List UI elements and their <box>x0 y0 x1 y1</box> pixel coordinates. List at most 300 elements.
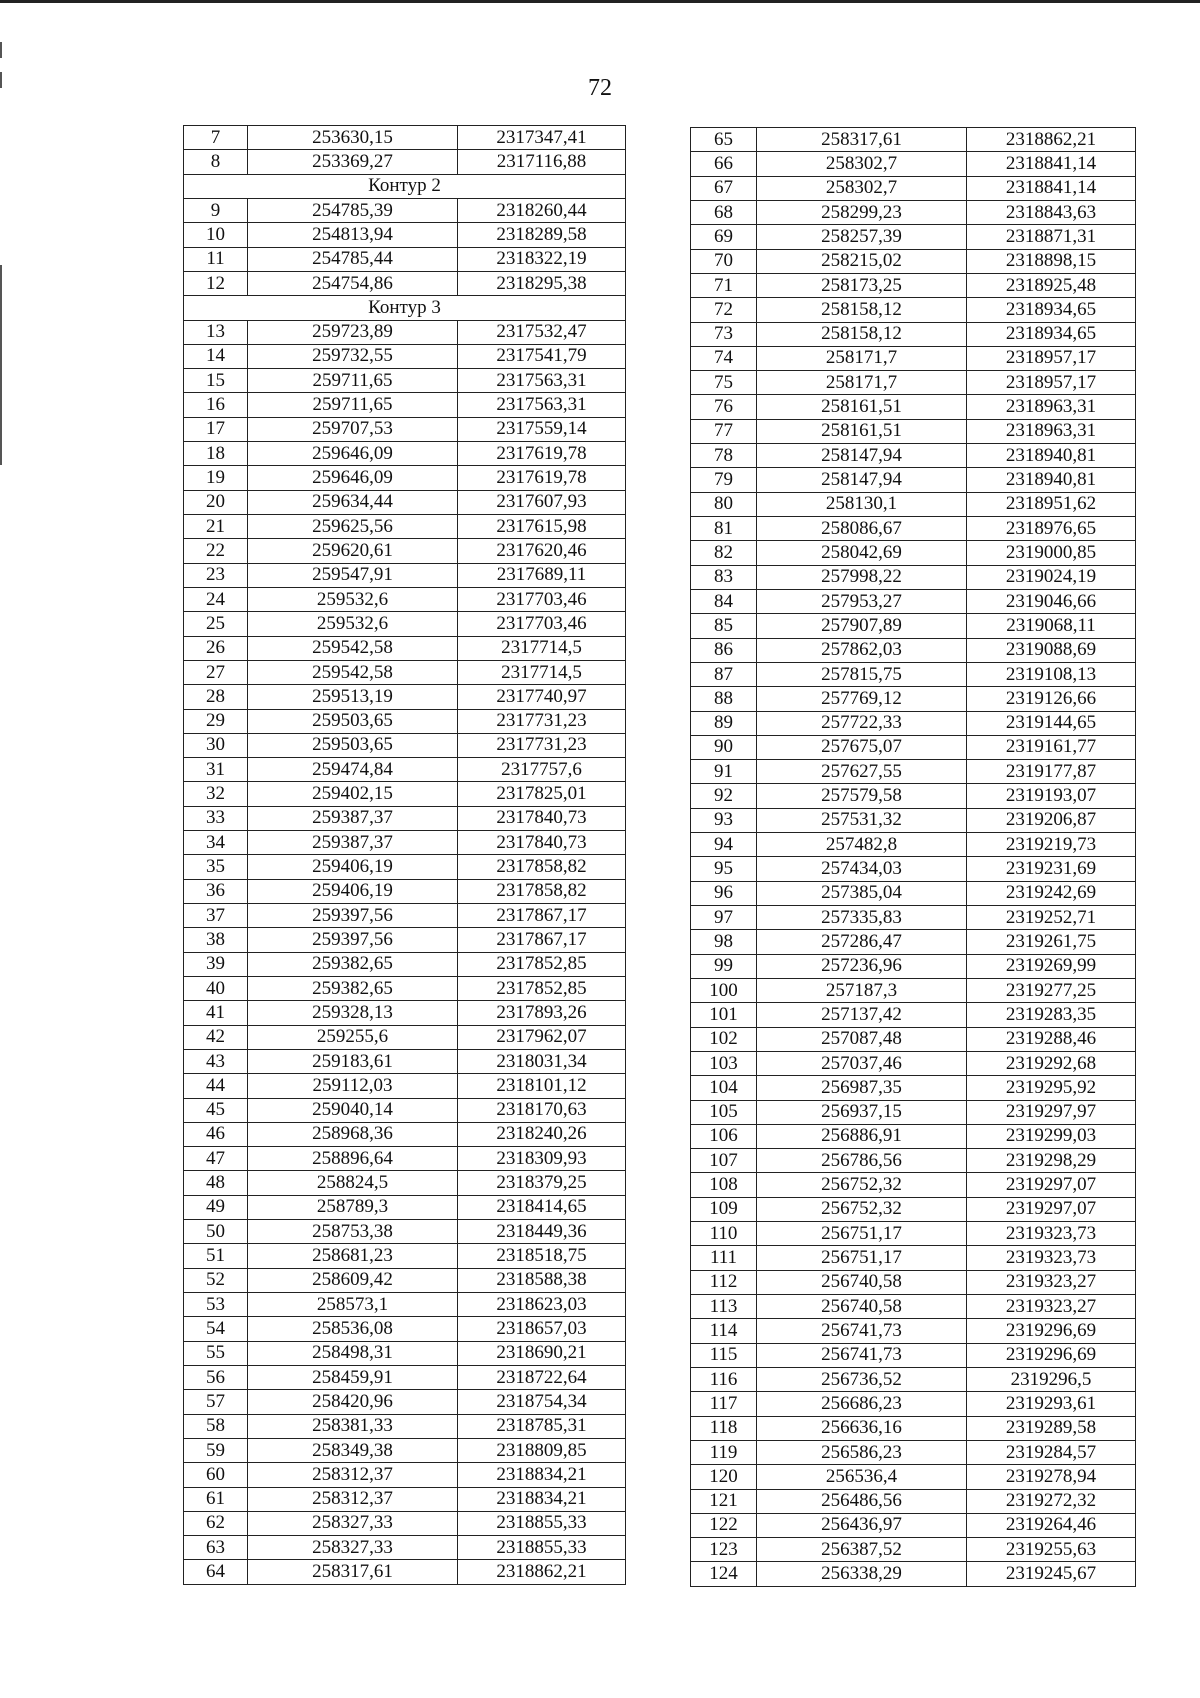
y-coordinate-cell: 2319323,73 <box>967 1222 1136 1246</box>
point-number-cell: 41 <box>184 1001 248 1025</box>
table-row <box>691 930 1136 954</box>
x-coordinate-cell: 259406,19 <box>248 879 458 903</box>
table-row <box>184 1390 626 1414</box>
table-row <box>184 1098 626 1122</box>
point-number-cell: 105 <box>691 1100 757 1124</box>
y-coordinate-cell: 2319161,77 <box>967 735 1136 759</box>
table-row <box>691 346 1136 370</box>
y-coordinate-cell: 2317559,14 <box>458 417 626 441</box>
x-coordinate-cell: 257627,55 <box>757 760 967 784</box>
y-coordinate-cell: 2317740,97 <box>458 685 626 709</box>
table-row <box>691 954 1136 978</box>
point-number-cell: 34 <box>184 831 248 855</box>
y-coordinate-cell: 2319292,68 <box>967 1051 1136 1075</box>
table-row <box>691 1173 1136 1197</box>
point-number-cell: 9 <box>184 198 248 222</box>
y-coordinate-cell: 2319323,73 <box>967 1246 1136 1270</box>
table-row <box>184 928 626 952</box>
y-coordinate-cell: 2319297,07 <box>967 1197 1136 1221</box>
x-coordinate-cell: 257769,12 <box>757 687 967 711</box>
table-row <box>184 369 626 393</box>
y-coordinate-cell: 2318322,19 <box>458 247 626 271</box>
point-number-cell: 123 <box>691 1538 757 1562</box>
table-row <box>184 247 626 271</box>
table-row <box>691 468 1136 492</box>
x-coordinate-cell: 259620,61 <box>248 539 458 563</box>
x-coordinate-cell: 258327,33 <box>248 1536 458 1560</box>
point-number-cell: 117 <box>691 1392 757 1416</box>
x-coordinate-cell: 256740,58 <box>757 1295 967 1319</box>
scan-edge-mark <box>0 42 2 58</box>
y-coordinate-cell: 2317619,78 <box>458 442 626 466</box>
y-coordinate-cell: 2317563,31 <box>458 393 626 417</box>
y-coordinate-cell: 2317703,46 <box>458 587 626 611</box>
y-coordinate-cell: 2318379,25 <box>458 1171 626 1195</box>
y-coordinate-cell: 2319264,46 <box>967 1513 1136 1537</box>
y-coordinate-cell: 2317347,41 <box>458 126 626 150</box>
point-number-cell: 35 <box>184 855 248 879</box>
table-row <box>184 904 626 928</box>
table-row <box>691 1124 1136 1148</box>
y-coordinate-cell: 2318934,65 <box>967 298 1136 322</box>
table-row <box>691 1319 1136 1343</box>
point-number-cell: 109 <box>691 1197 757 1221</box>
x-coordinate-cell: 259707,53 <box>248 417 458 441</box>
table-row <box>691 395 1136 419</box>
point-number-cell: 120 <box>691 1465 757 1489</box>
y-coordinate-cell: 2319298,29 <box>967 1149 1136 1173</box>
x-coordinate-cell: 259646,09 <box>248 466 458 490</box>
x-coordinate-cell: 254754,86 <box>248 271 458 295</box>
y-coordinate-cell: 2319088,69 <box>967 638 1136 662</box>
x-coordinate-cell: 256751,17 <box>757 1222 967 1246</box>
y-coordinate-cell: 2318722,64 <box>458 1365 626 1389</box>
point-number-cell: 57 <box>184 1390 248 1414</box>
table-row <box>184 344 626 368</box>
x-coordinate-cell: 259513,19 <box>248 685 458 709</box>
x-coordinate-cell: 259542,58 <box>248 636 458 660</box>
table-row <box>184 1220 626 1244</box>
table-row <box>184 587 626 611</box>
table-row <box>691 152 1136 176</box>
y-coordinate-cell: 2318957,17 <box>967 346 1136 370</box>
table-row <box>184 223 626 247</box>
y-coordinate-cell: 2318862,21 <box>458 1560 626 1584</box>
point-number-cell: 86 <box>691 638 757 662</box>
table-row <box>691 565 1136 589</box>
x-coordinate-cell: 253369,27 <box>248 150 458 174</box>
y-coordinate-cell: 2319277,25 <box>967 978 1136 1002</box>
table-row <box>691 906 1136 930</box>
y-coordinate-cell: 2318623,03 <box>458 1293 626 1317</box>
point-number-cell: 16 <box>184 393 248 417</box>
y-coordinate-cell: 2318871,31 <box>967 225 1136 249</box>
point-number-cell: 58 <box>184 1414 248 1438</box>
y-coordinate-cell: 2318951,62 <box>967 492 1136 516</box>
x-coordinate-cell: 256741,73 <box>757 1319 967 1343</box>
table-row <box>691 1246 1136 1270</box>
point-number-cell: 97 <box>691 906 757 930</box>
table-row <box>184 1147 626 1171</box>
point-number-cell: 124 <box>691 1562 757 1586</box>
point-number-cell: 26 <box>184 636 248 660</box>
point-number-cell: 107 <box>691 1149 757 1173</box>
point-number-cell: 10 <box>184 223 248 247</box>
table-row <box>691 176 1136 200</box>
point-number-cell: 121 <box>691 1489 757 1513</box>
x-coordinate-cell: 259542,58 <box>248 660 458 684</box>
table-row <box>691 249 1136 273</box>
point-number-cell: 69 <box>691 225 757 249</box>
x-coordinate-cell: 259723,89 <box>248 320 458 344</box>
table-row <box>184 758 626 782</box>
x-coordinate-cell: 258171,7 <box>757 346 967 370</box>
point-number-cell: 39 <box>184 952 248 976</box>
point-number-cell: 7 <box>184 126 248 150</box>
point-number-cell: 65 <box>691 128 757 152</box>
point-number-cell: 115 <box>691 1343 757 1367</box>
x-coordinate-cell: 256752,32 <box>757 1197 967 1221</box>
table-row <box>691 298 1136 322</box>
x-coordinate-cell: 257722,33 <box>757 711 967 735</box>
x-coordinate-cell: 258086,67 <box>757 517 967 541</box>
table-row <box>184 393 626 417</box>
point-number-cell: 104 <box>691 1076 757 1100</box>
table-row <box>691 638 1136 662</box>
x-coordinate-cell: 256886,91 <box>757 1124 967 1148</box>
table-row <box>184 1463 626 1487</box>
table-row <box>691 1270 1136 1294</box>
y-coordinate-cell: 2318940,81 <box>967 468 1136 492</box>
y-coordinate-cell: 2318754,34 <box>458 1390 626 1414</box>
point-number-cell: 29 <box>184 709 248 733</box>
table-row <box>691 1343 1136 1367</box>
x-coordinate-cell: 257815,75 <box>757 662 967 686</box>
y-coordinate-cell: 2318449,36 <box>458 1220 626 1244</box>
y-coordinate-cell: 2317731,23 <box>458 709 626 733</box>
x-coordinate-cell: 258420,96 <box>248 1390 458 1414</box>
point-number-cell: 46 <box>184 1122 248 1146</box>
y-coordinate-cell: 2317116,88 <box>458 150 626 174</box>
point-number-cell: 111 <box>691 1246 757 1270</box>
x-coordinate-cell: 257037,46 <box>757 1051 967 1075</box>
x-coordinate-cell: 259183,61 <box>248 1049 458 1073</box>
point-number-cell: 47 <box>184 1147 248 1171</box>
y-coordinate-cell: 2318843,63 <box>967 200 1136 224</box>
point-number-cell: 18 <box>184 442 248 466</box>
y-coordinate-cell: 2317532,47 <box>458 320 626 344</box>
point-number-cell: 30 <box>184 733 248 757</box>
table-row <box>184 1317 626 1341</box>
x-coordinate-cell: 256741,73 <box>757 1343 967 1367</box>
table-row <box>691 225 1136 249</box>
y-coordinate-cell: 2319231,69 <box>967 857 1136 881</box>
table-row <box>184 879 626 903</box>
y-coordinate-cell: 2319219,73 <box>967 833 1136 857</box>
point-number-cell: 43 <box>184 1049 248 1073</box>
y-coordinate-cell: 2319024,19 <box>967 565 1136 589</box>
y-coordinate-cell: 2317541,79 <box>458 344 626 368</box>
y-coordinate-cell: 2318309,93 <box>458 1147 626 1171</box>
table-row <box>691 735 1136 759</box>
table-row <box>184 1049 626 1073</box>
page-number: 72 <box>588 75 612 101</box>
x-coordinate-cell: 259397,56 <box>248 928 458 952</box>
table-row <box>184 1244 626 1268</box>
table-row <box>184 1365 626 1389</box>
point-number-cell: 94 <box>691 833 757 857</box>
point-number-cell: 78 <box>691 444 757 468</box>
table-row <box>691 687 1136 711</box>
x-coordinate-cell: 258302,7 <box>757 152 967 176</box>
y-coordinate-cell: 2318976,65 <box>967 517 1136 541</box>
table-row <box>184 563 626 587</box>
table-row <box>184 612 626 636</box>
y-coordinate-cell: 2317840,73 <box>458 831 626 855</box>
table-row <box>691 1222 1136 1246</box>
table-row <box>184 1293 626 1317</box>
table-row <box>184 660 626 684</box>
point-number-cell: 61 <box>184 1487 248 1511</box>
x-coordinate-cell: 254785,44 <box>248 247 458 271</box>
table-row <box>184 150 626 174</box>
table-row <box>691 200 1136 224</box>
x-coordinate-cell: 256387,52 <box>757 1538 967 1562</box>
y-coordinate-cell: 2317620,46 <box>458 539 626 563</box>
y-coordinate-cell: 2318031,34 <box>458 1049 626 1073</box>
y-coordinate-cell: 2319144,65 <box>967 711 1136 735</box>
x-coordinate-cell: 256486,56 <box>757 1489 967 1513</box>
x-coordinate-cell: 258327,33 <box>248 1511 458 1535</box>
point-number-cell: 88 <box>691 687 757 711</box>
x-coordinate-cell: 256686,23 <box>757 1392 967 1416</box>
point-number-cell: 64 <box>184 1560 248 1584</box>
y-coordinate-cell: 2318841,14 <box>967 176 1136 200</box>
x-coordinate-cell: 256937,15 <box>757 1100 967 1124</box>
point-number-cell: 67 <box>691 176 757 200</box>
x-coordinate-cell: 258536,08 <box>248 1317 458 1341</box>
coordinates-table-left-body <box>184 126 626 1585</box>
y-coordinate-cell: 2317852,85 <box>458 952 626 976</box>
y-coordinate-cell: 2318289,58 <box>458 223 626 247</box>
point-number-cell: 22 <box>184 539 248 563</box>
table-row <box>691 1367 1136 1391</box>
coordinates-table-right <box>690 127 1136 1587</box>
point-number-cell: 14 <box>184 344 248 368</box>
y-coordinate-cell: 2319126,66 <box>967 687 1136 711</box>
y-coordinate-cell: 2319297,07 <box>967 1173 1136 1197</box>
x-coordinate-cell: 258609,42 <box>248 1268 458 1292</box>
y-coordinate-cell: 2317867,17 <box>458 928 626 952</box>
table-row <box>691 1440 1136 1464</box>
table-row <box>691 1489 1136 1513</box>
table-row <box>184 1195 626 1219</box>
x-coordinate-cell: 259387,37 <box>248 806 458 830</box>
y-coordinate-cell: 2317840,73 <box>458 806 626 830</box>
point-number-cell: 17 <box>184 417 248 441</box>
table-row <box>184 976 626 1000</box>
y-coordinate-cell: 2319046,66 <box>967 589 1136 613</box>
point-number-cell: 91 <box>691 760 757 784</box>
y-coordinate-cell: 2318588,38 <box>458 1268 626 1292</box>
table-row <box>691 1149 1136 1173</box>
y-coordinate-cell: 2318963,31 <box>967 395 1136 419</box>
point-number-cell: 75 <box>691 371 757 395</box>
x-coordinate-cell: 258681,23 <box>248 1244 458 1268</box>
table-row <box>184 1438 626 1462</box>
point-number-cell: 24 <box>184 587 248 611</box>
point-number-cell: 15 <box>184 369 248 393</box>
point-number-cell: 59 <box>184 1438 248 1462</box>
table-row <box>184 1414 626 1438</box>
x-coordinate-cell: 256736,52 <box>757 1367 967 1391</box>
table-row <box>184 126 626 150</box>
point-number-cell: 19 <box>184 466 248 490</box>
x-coordinate-cell: 259255,6 <box>248 1025 458 1049</box>
y-coordinate-cell: 2319283,35 <box>967 1003 1136 1027</box>
point-number-cell: 122 <box>691 1513 757 1537</box>
point-number-cell: 108 <box>691 1173 757 1197</box>
y-coordinate-cell: 2319261,75 <box>967 930 1136 954</box>
point-number-cell: 99 <box>691 954 757 978</box>
y-coordinate-cell: 2318963,31 <box>967 419 1136 443</box>
table-row <box>691 1100 1136 1124</box>
point-number-cell: 95 <box>691 857 757 881</box>
y-coordinate-cell: 2319278,94 <box>967 1465 1136 1489</box>
y-coordinate-cell: 2319297,97 <box>967 1100 1136 1124</box>
y-coordinate-cell: 2317619,78 <box>458 466 626 490</box>
x-coordinate-cell: 258498,31 <box>248 1341 458 1365</box>
table-row <box>184 271 626 295</box>
x-coordinate-cell: 258753,38 <box>248 1220 458 1244</box>
x-coordinate-cell: 257531,32 <box>757 808 967 832</box>
y-coordinate-cell: 2318934,65 <box>967 322 1136 346</box>
point-number-cell: 82 <box>691 541 757 565</box>
x-coordinate-cell: 259328,13 <box>248 1001 458 1025</box>
point-number-cell: 25 <box>184 612 248 636</box>
table-row <box>691 273 1136 297</box>
point-number-cell: 84 <box>691 589 757 613</box>
point-number-cell: 72 <box>691 298 757 322</box>
x-coordinate-cell: 257385,04 <box>757 881 967 905</box>
point-number-cell: 73 <box>691 322 757 346</box>
x-coordinate-cell: 258257,39 <box>757 225 967 249</box>
point-number-cell: 77 <box>691 419 757 443</box>
table-row <box>184 855 626 879</box>
point-number-cell: 79 <box>691 468 757 492</box>
x-coordinate-cell: 259547,91 <box>248 563 458 587</box>
point-number-cell: 66 <box>691 152 757 176</box>
y-coordinate-cell: 2319269,99 <box>967 954 1136 978</box>
table-row <box>691 1076 1136 1100</box>
point-number-cell: 49 <box>184 1195 248 1219</box>
x-coordinate-cell: 256536,4 <box>757 1465 967 1489</box>
x-coordinate-cell: 259382,65 <box>248 952 458 976</box>
point-number-cell: 116 <box>691 1367 757 1391</box>
point-number-cell: 53 <box>184 1293 248 1317</box>
x-coordinate-cell: 258130,1 <box>757 492 967 516</box>
y-coordinate-cell: 2318260,44 <box>458 198 626 222</box>
y-coordinate-cell: 2318898,15 <box>967 249 1136 273</box>
x-coordinate-cell: 257335,83 <box>757 906 967 930</box>
x-coordinate-cell: 257998,22 <box>757 565 967 589</box>
point-number-cell: 13 <box>184 320 248 344</box>
point-number-cell: 11 <box>184 247 248 271</box>
table-row <box>691 833 1136 857</box>
x-coordinate-cell: 257675,07 <box>757 735 967 759</box>
point-number-cell: 36 <box>184 879 248 903</box>
x-coordinate-cell: 256586,23 <box>757 1440 967 1464</box>
x-coordinate-cell: 254785,39 <box>248 198 458 222</box>
point-number-cell: 80 <box>691 492 757 516</box>
y-coordinate-cell: 2318957,17 <box>967 371 1136 395</box>
y-coordinate-cell: 2319289,58 <box>967 1416 1136 1440</box>
contour-section-row <box>184 296 626 320</box>
contour-label: Контур 2 <box>184 174 626 198</box>
x-coordinate-cell: 258158,12 <box>757 322 967 346</box>
point-number-cell: 81 <box>691 517 757 541</box>
table-row <box>184 1001 626 1025</box>
x-coordinate-cell: 258147,94 <box>757 444 967 468</box>
table-row <box>691 492 1136 516</box>
x-coordinate-cell: 257579,58 <box>757 784 967 808</box>
x-coordinate-cell: 259474,84 <box>248 758 458 782</box>
table-row <box>184 515 626 539</box>
y-coordinate-cell: 2319323,27 <box>967 1270 1136 1294</box>
table-row <box>184 198 626 222</box>
x-coordinate-cell: 259625,56 <box>248 515 458 539</box>
x-coordinate-cell: 258158,12 <box>757 298 967 322</box>
y-coordinate-cell: 2319242,69 <box>967 881 1136 905</box>
point-number-cell: 93 <box>691 808 757 832</box>
y-coordinate-cell: 2318925,48 <box>967 273 1136 297</box>
table-row <box>184 1171 626 1195</box>
point-number-cell: 62 <box>184 1511 248 1535</box>
point-number-cell: 21 <box>184 515 248 539</box>
x-coordinate-cell: 258317,61 <box>248 1560 458 1584</box>
x-coordinate-cell: 257087,48 <box>757 1027 967 1051</box>
point-number-cell: 110 <box>691 1222 757 1246</box>
x-coordinate-cell: 258173,25 <box>757 273 967 297</box>
table-row <box>691 978 1136 1002</box>
y-coordinate-cell: 2317867,17 <box>458 904 626 928</box>
point-number-cell: 63 <box>184 1536 248 1560</box>
x-coordinate-cell: 257953,27 <box>757 589 967 613</box>
y-coordinate-cell: 2318834,21 <box>458 1463 626 1487</box>
contour-section-row <box>184 174 626 198</box>
table-row <box>184 1074 626 1098</box>
x-coordinate-cell: 259532,6 <box>248 612 458 636</box>
point-number-cell: 98 <box>691 930 757 954</box>
y-coordinate-cell: 2317962,07 <box>458 1025 626 1049</box>
table-row <box>184 1536 626 1560</box>
y-coordinate-cell: 2317858,82 <box>458 855 626 879</box>
table-row <box>691 1295 1136 1319</box>
table-row <box>691 1465 1136 1489</box>
x-coordinate-cell: 259382,65 <box>248 976 458 1000</box>
y-coordinate-cell: 2317615,98 <box>458 515 626 539</box>
table-row <box>184 417 626 441</box>
x-coordinate-cell: 258824,5 <box>248 1171 458 1195</box>
y-coordinate-cell: 2319295,92 <box>967 1076 1136 1100</box>
table-row <box>691 1197 1136 1221</box>
x-coordinate-cell: 257434,03 <box>757 857 967 881</box>
x-coordinate-cell: 258381,33 <box>248 1414 458 1438</box>
x-coordinate-cell: 256752,32 <box>757 1173 967 1197</box>
table-row <box>691 857 1136 881</box>
y-coordinate-cell: 2317893,26 <box>458 1001 626 1025</box>
point-number-cell: 33 <box>184 806 248 830</box>
